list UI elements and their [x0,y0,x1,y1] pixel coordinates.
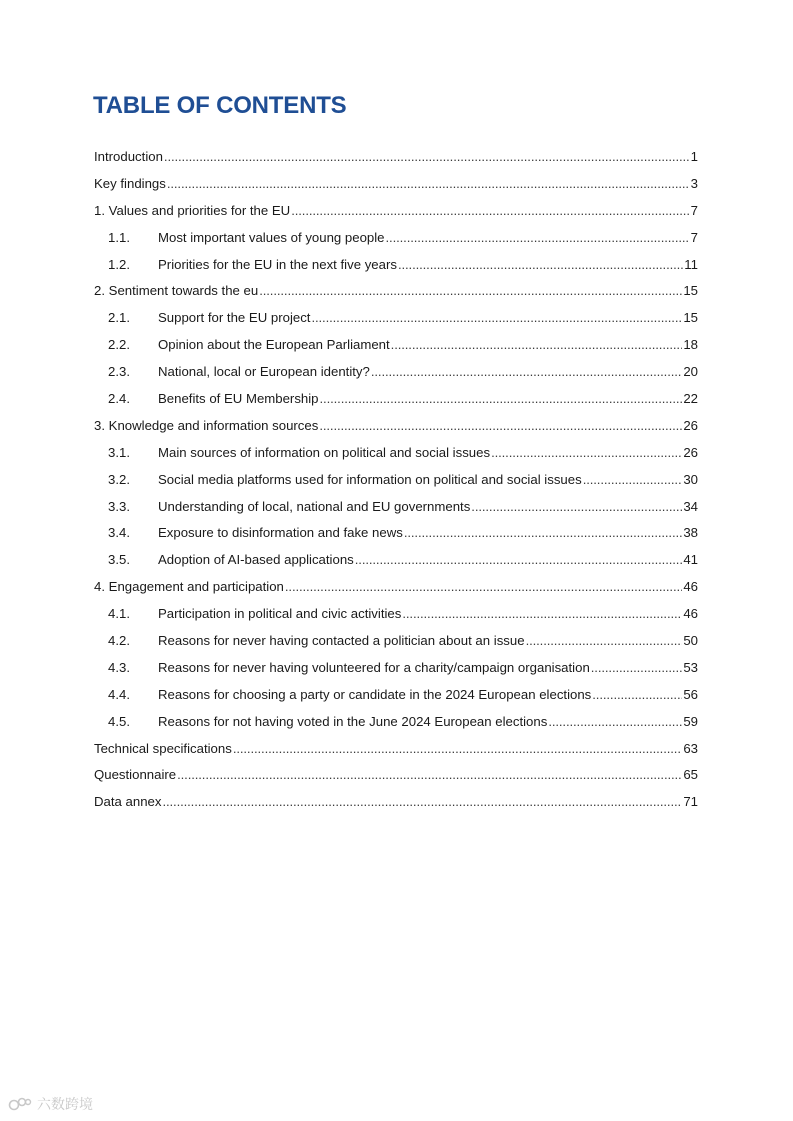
toc-entry-page-number: 41 [683,552,698,568]
table-of-contents [94,144,698,816]
toc-entry-page-number: 38 [683,525,698,541]
toc-entry-label: Reasons for not having voted in the June 2024 European elections [158,713,548,729]
watermark-logo-icon [8,1096,32,1112]
toc-subentry[interactable] [94,440,698,467]
watermark [8,1094,93,1114]
toc-entry-label: Reasons for never having contacted a politician about an issue [158,633,525,649]
dot-leader [285,574,682,601]
toc-entry-label: Key findings [94,175,166,191]
toc-entry-number: 4.5. [108,713,130,729]
dot-leader [592,682,682,709]
toc-entry-number: 3.3. [108,498,130,514]
dot-leader [233,736,683,763]
toc-entry-number: 1.2. [108,256,130,272]
toc-subentry[interactable] [94,601,698,628]
dot-leader [583,467,683,494]
toc-subentry[interactable] [94,709,698,736]
toc-entry-page-number: 71 [683,794,698,810]
toc-entry-number: 2.2. [108,337,130,353]
toc-entry-number: 4.1. [108,606,130,622]
toc-entry-page-number: 63 [683,740,698,756]
toc-entry[interactable] [94,736,698,763]
toc-entry-page-number: 30 [683,471,698,487]
toc-subentry[interactable] [94,682,698,709]
toc-entry-number: 4.4. [108,686,130,702]
toc-entry-page-number: 18 [683,337,698,353]
toc-entry-label: Benefits of EU Membership [158,391,319,407]
toc-entry[interactable] [94,413,698,440]
dot-leader [259,278,682,305]
dot-leader [291,198,689,225]
dot-leader [319,413,682,440]
toc-entry-label: Adoption of AI-based applications [158,552,354,568]
toc-entry-page-number: 65 [683,767,698,783]
toc-entry-label: Social media platforms used for information on political and social issues [158,471,582,487]
toc-entry-page-number: 7 [690,202,698,218]
toc-entry-page-number: 50 [683,633,698,649]
dot-leader [177,762,682,789]
toc-subentry[interactable] [94,655,698,682]
toc-entry-label: Opinion about the European Parliament [158,337,390,353]
toc-entry-page-number: 53 [683,659,698,675]
toc-entry-label: Main sources of information on political and social issues [158,444,491,460]
toc-subentry[interactable] [94,332,698,359]
toc-subentry[interactable] [94,386,698,413]
toc-entry[interactable] [94,789,698,816]
dot-leader [591,655,683,682]
toc-entry-page-number: 22 [683,391,698,407]
dot-leader [311,305,682,332]
dot-leader [320,386,683,413]
toc-entry[interactable] [94,198,698,225]
toc-entry-page-number: 46 [683,606,698,622]
dot-leader [371,359,682,386]
toc-entry-label: National, local or European identity? [158,364,370,380]
toc-subentry[interactable] [94,225,698,252]
toc-entry[interactable] [94,278,698,305]
toc-entry[interactable] [94,171,698,198]
toc-entry-label: 1. Values and priorities for the EU [94,202,291,218]
toc-entry-label: 2. Sentiment towards the eu [94,283,259,299]
toc-entry[interactable] [94,144,698,171]
watermark-text: 六数跨境 [37,1096,93,1112]
toc-entry-label: Reasons for never having volunteered for a charity/campaign organisation [158,659,590,675]
toc-subentry[interactable] [94,494,698,521]
toc-entry-label: Most important values of young people [158,229,385,245]
toc-entry-page-number: 34 [683,498,698,514]
toc-entry[interactable] [94,574,698,601]
dot-leader [355,547,683,574]
toc-entry-label: Questionnaire [94,767,177,783]
toc-entry-label: Technical specifications [94,740,232,756]
toc-entry-label: Data annex [94,794,162,810]
toc-entry-page-number: 20 [683,364,698,380]
toc-entry-page-number: 15 [683,283,698,299]
toc-subentry[interactable] [94,547,698,574]
toc-subentry[interactable] [94,252,698,279]
toc-entry-label: 4. Engagement and participation [94,579,284,595]
toc-entry-label: Participation in political and civic activities [158,606,402,622]
toc-entry-number: 2.4. [108,391,130,407]
toc-entry-number: 3.1. [108,444,130,460]
dot-leader [526,628,683,655]
toc-entry-label: Support for the EU project [158,310,311,326]
toc-entry-number: 2.3. [108,364,130,380]
dot-leader [404,520,682,547]
toc-entry-page-number: 56 [683,686,698,702]
toc-entry-label: Understanding of local, national and EU governments [158,498,471,514]
toc-entry-page-number: 46 [683,579,698,595]
dot-leader [391,332,683,359]
toc-entry-number: 3.2. [108,471,130,487]
toc-entry-number: 1.1. [108,229,130,245]
toc-subentry[interactable] [94,628,698,655]
toc-subentry[interactable] [94,520,698,547]
toc-entry-number: 3.5. [108,552,130,568]
toc-entry-number: 3.4. [108,525,130,541]
toc-entry-page-number: 1 [690,149,698,164]
toc-subentry[interactable] [94,305,698,332]
toc-title: TABLE OF CONTENTS [93,92,347,119]
toc-entry[interactable] [94,762,698,789]
toc-entry-page-number: 11 [684,256,698,272]
dot-leader [164,144,690,171]
toc-entry-number: 4.3. [108,659,130,675]
toc-entry-label: Introduction [94,149,163,164]
toc-entry-page-number: 59 [683,713,698,729]
toc-entry-label: Priorities for the EU in the next five years [158,256,397,272]
dot-leader [548,709,682,736]
toc-entry-page-number: 7 [690,229,698,245]
toc-entry-page-number: 26 [683,417,698,433]
dot-leader [398,252,683,279]
dot-leader [386,225,690,252]
dot-leader [471,494,682,521]
dot-leader [491,440,682,467]
dot-leader [402,601,682,628]
toc-subentry[interactable] [94,359,698,386]
toc-entry-label: 3. Knowledge and information sources [94,417,319,433]
toc-entry-label: Reasons for choosing a party or candidate in the 2024 European elections [158,686,592,702]
toc-subentry[interactable] [94,467,698,494]
dot-leader [167,171,690,198]
toc-entry-label: Exposure to disinformation and fake news [158,525,403,541]
toc-entry-page-number: 15 [683,310,698,326]
dot-leader [162,789,682,816]
toc-entry-number: 2.1. [108,310,130,326]
toc-entry-number: 4.2. [108,633,130,649]
toc-entry-page-number: 26 [683,444,698,460]
toc-entry-page-number: 3 [690,175,698,191]
